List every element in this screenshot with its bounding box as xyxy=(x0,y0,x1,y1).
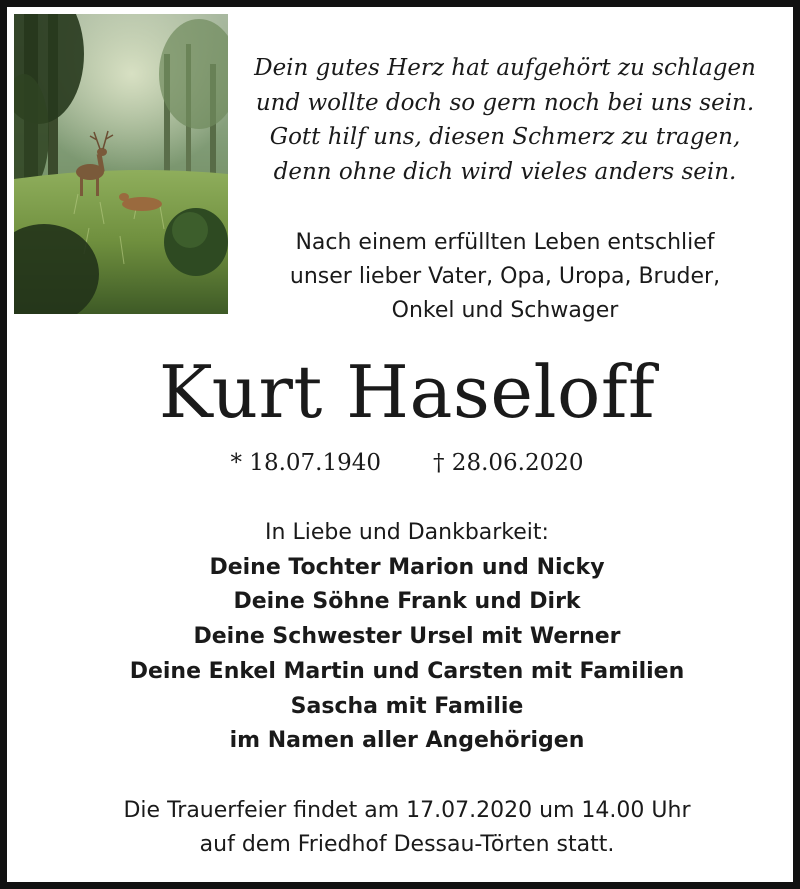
mourner-line: im Namen aller Angehörigen xyxy=(229,728,585,754)
life-dates xyxy=(7,447,800,479)
funeral-info xyxy=(7,794,800,862)
poem-line: und wollte doch so gern noch bei uns sein. xyxy=(255,89,755,116)
mourners-lead: In Liebe und Dankbarkeit: xyxy=(265,520,549,545)
mourner-line: Sascha mit Familie xyxy=(290,693,524,719)
mourner-line: Deine Tochter Marion und Nicky xyxy=(209,554,605,580)
intro-line: Onkel und Schwager xyxy=(391,298,619,323)
poem-line: Dein gutes Herz hat aufgehört zu schlagen xyxy=(254,55,756,81)
poem-line: Gott hilf uns, diesen Schmerz zu tragen, xyxy=(269,124,741,150)
poem xyxy=(235,51,775,189)
death-date: † 28.06.2020 xyxy=(433,450,584,476)
mourner-line: Deine Enkel Martin und Carsten mit Familien xyxy=(129,658,685,684)
deceased-name: Kurt Haseloff xyxy=(158,350,656,434)
forest-deer-image xyxy=(14,14,228,314)
poem-line: denn ohne dich wird vieles anders sein. xyxy=(273,158,737,185)
intro-line: unser lieber Vater, Opa, Uropa, Bruder, xyxy=(289,264,721,289)
mourners-list xyxy=(7,516,800,759)
mourner-line: Deine Söhne Frank und Dirk xyxy=(233,589,581,615)
funeral-line: Die Trauerfeier findet am 17.07.2020 um 14.00 Uhr xyxy=(123,798,691,823)
intro-text xyxy=(235,226,775,328)
intro-line: Nach einem erfüllten Leben entschlief xyxy=(295,230,715,255)
birth-date: * 18.07.1940 xyxy=(230,450,381,476)
mourner-line: Deine Schwester Ursel mit Werner xyxy=(193,624,621,650)
funeral-line: auf dem Friedhof Dessau-Törten statt. xyxy=(199,832,615,857)
